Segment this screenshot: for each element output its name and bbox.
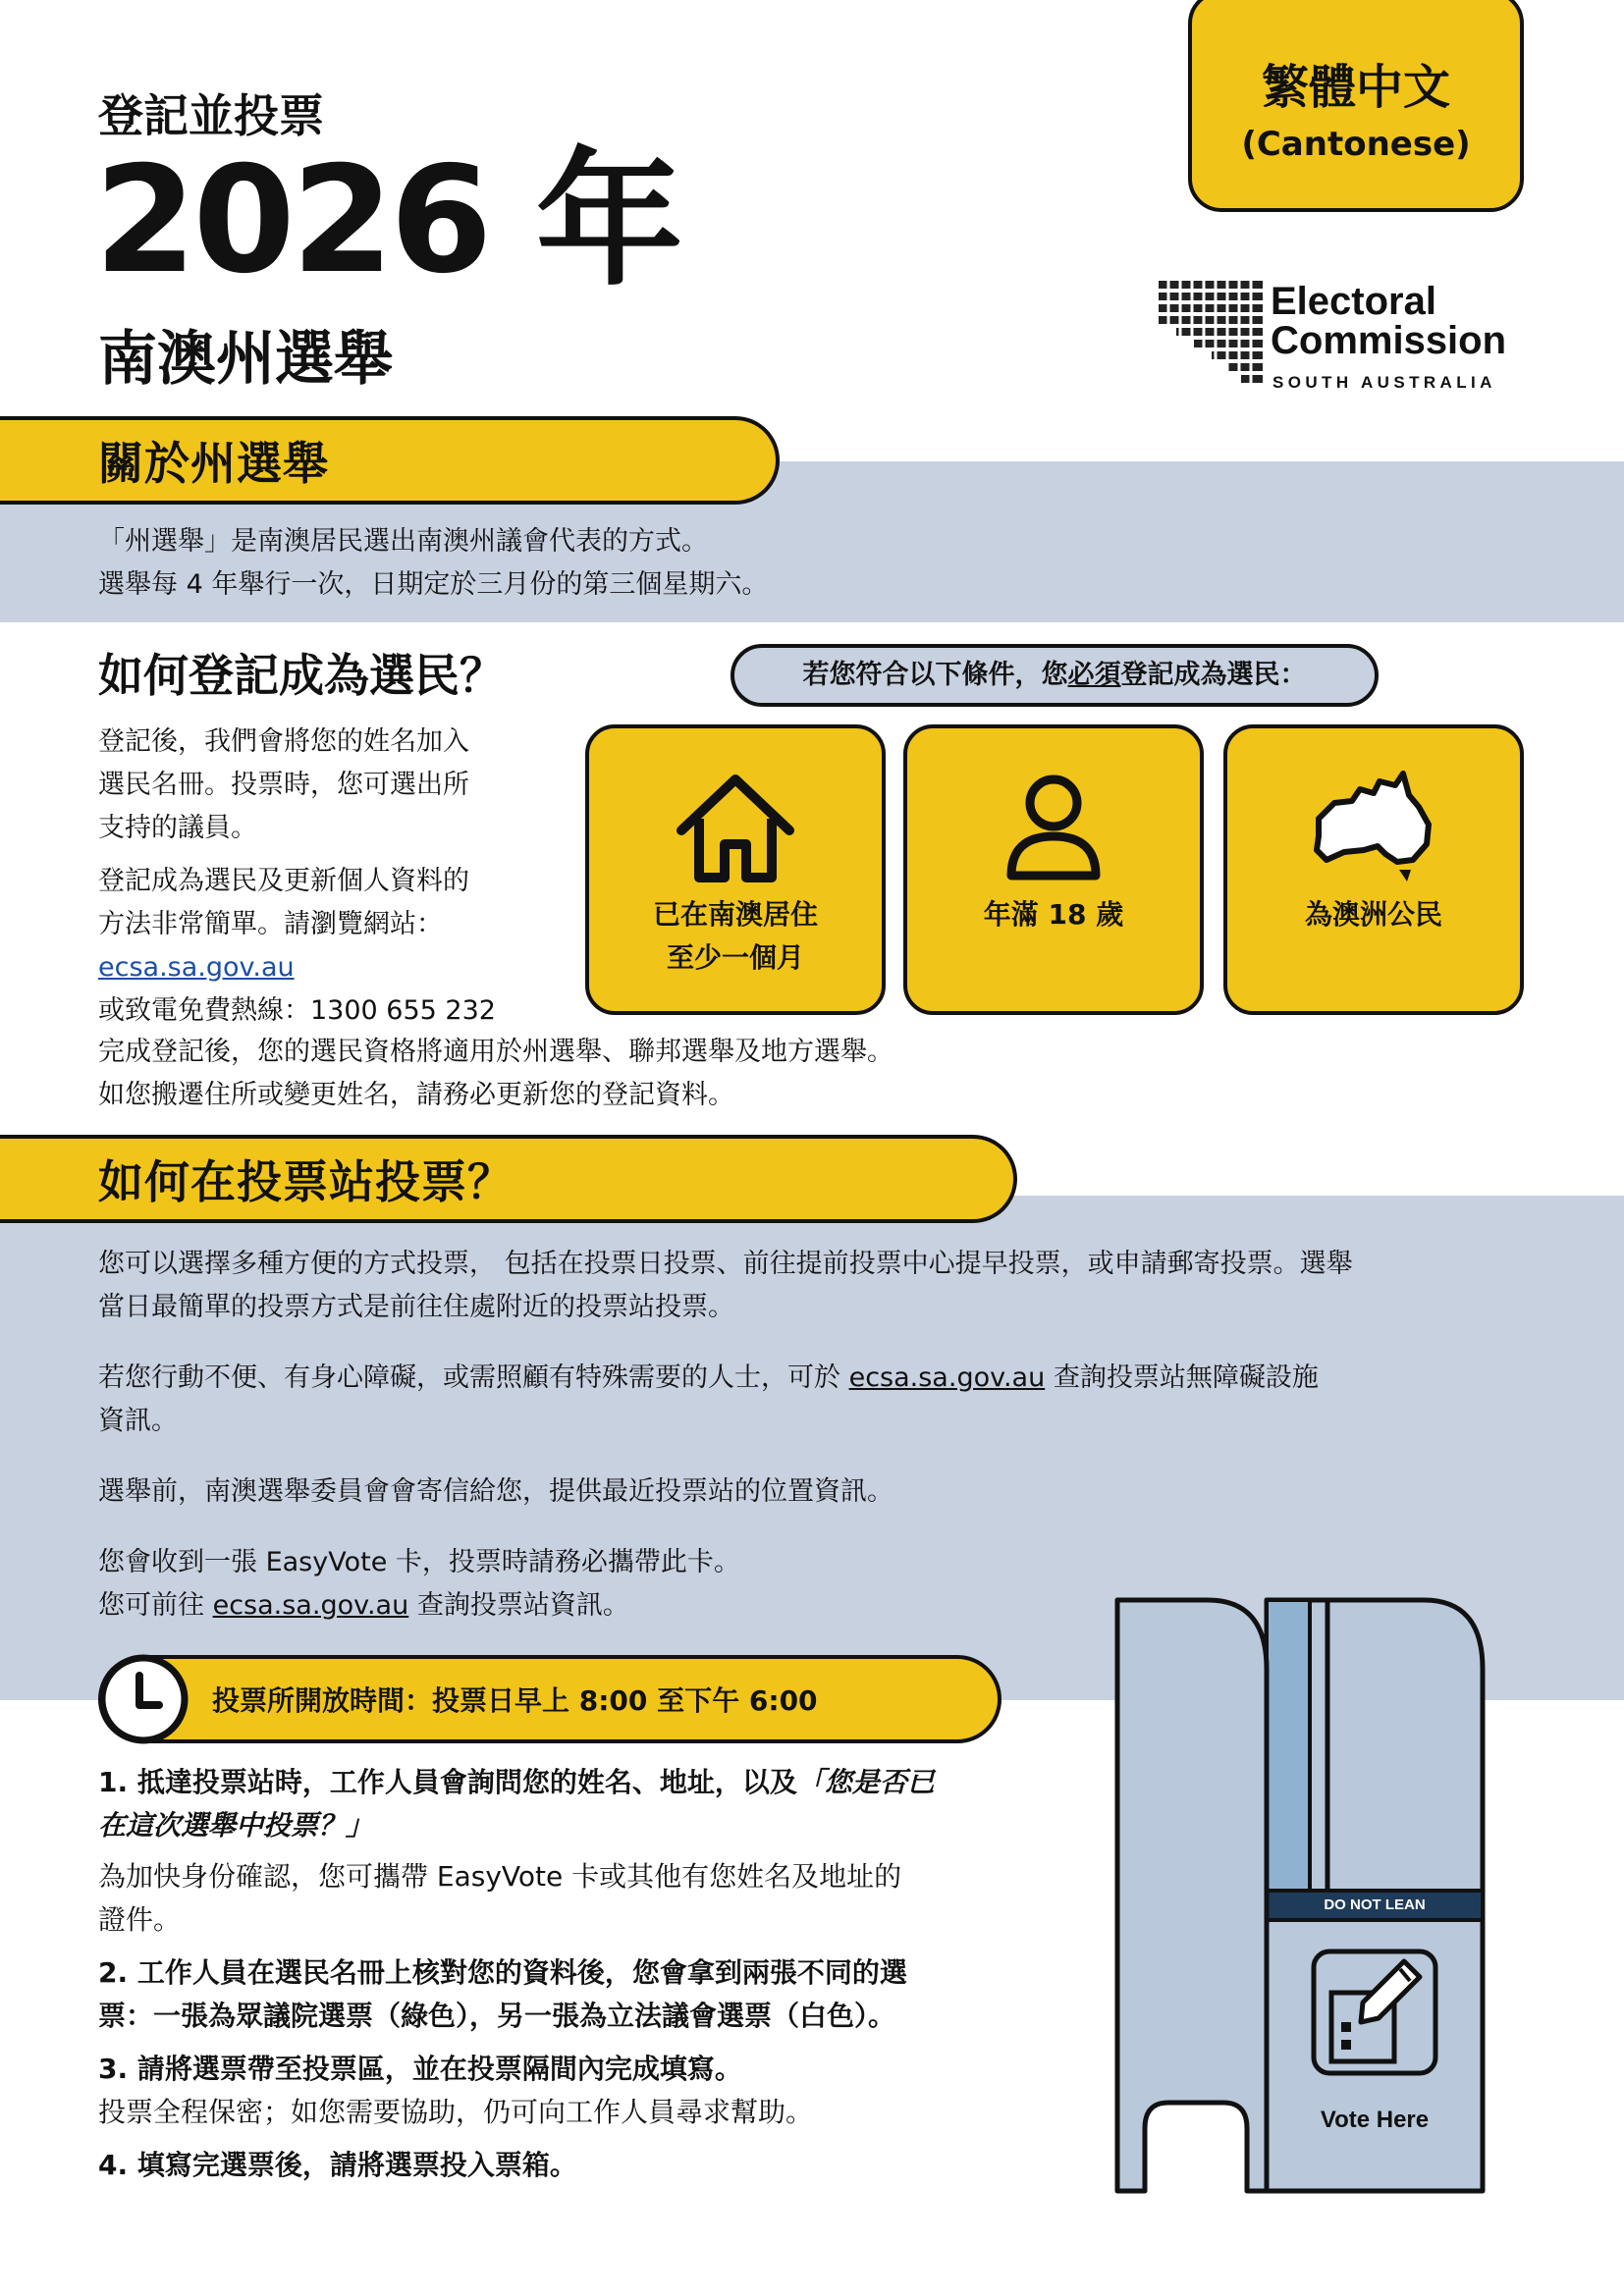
voting-heading-pill	[0, 1135, 1017, 1223]
step-1-line-2	[98, 1804, 1021, 1847]
step-1-b: 「您是否已	[796, 1766, 935, 1798]
step-2-line-2: 票：一張為眾議院選票（綠色），另一張為立法議會選票（白色）。	[98, 2000, 896, 2032]
criteria-label-residence	[589, 893, 882, 980]
steps-list	[98, 1761, 1021, 2187]
voting-booth-illustration	[1110, 1590, 1502, 2199]
voting-p2-line-1	[98, 1357, 1532, 1400]
criteria-citizen-line-1: 為澳洲公民	[1304, 898, 1442, 931]
criteria-pre: 若您符合以下條件，您	[802, 660, 1068, 690]
voting-p2-line-2: 資訊。	[98, 1406, 178, 1436]
voting-p4-link[interactable]: ecsa.sa.gov.au	[212, 1590, 409, 1621]
hours-pill	[98, 1655, 1001, 1743]
register-hotline: 或致電免費熱線：1300 655 232	[98, 995, 496, 1026]
criteria-residence-line-1: 已在南澳居住	[652, 898, 818, 931]
logo-line-1: Electoral	[1271, 280, 1436, 323]
election-title: 南澳州選舉	[98, 325, 393, 394]
logo-mark-icon	[1159, 281, 1263, 391]
step-1-line-3: 為加快身份確認，您可攜帶 EasyVote 卡或其他有您姓名及地址的	[98, 1860, 902, 1893]
register-after-line-2: 如您搬遷住所或變更姓名，請務必更新您的登記資料。	[98, 1080, 734, 1110]
about-heading: 關於州選舉	[98, 437, 329, 490]
australia-map-icon	[1305, 768, 1442, 885]
voting-p2-link[interactable]: ecsa.sa.gov.au	[848, 1362, 1046, 1393]
logo-line-3: SOUTH AUSTRALIA	[1272, 373, 1496, 392]
criteria-pill	[731, 644, 1379, 707]
criteria-card-residence	[585, 724, 886, 1015]
criteria-label-citizen	[1227, 893, 1520, 936]
criteria-label-age	[907, 893, 1200, 936]
register-p1-line-1: 登記後，我們會將您的姓名加入	[98, 726, 469, 757]
voting-p1-line-1: 您可以選擇多種方便的方式投票， 包括在投票日投票、前往提前投票中心提早投票，或申請郵寄投票。選舉	[98, 1249, 1353, 1279]
step-3-line-1: 3. 請將選票帶至投票區，並在投票隔間內完成填寫。	[98, 2053, 742, 2085]
subtitle: 登記並投票	[98, 89, 324, 142]
step-3-line-2: 投票全程保密；如您需要協助，仍可向工作人員尋求幫助。	[98, 2096, 814, 2128]
booth-warning-text: DO NOT LEAN	[1324, 1896, 1426, 1913]
criteria-card-age	[903, 724, 1204, 1015]
year-title: 2026 年	[94, 135, 679, 306]
hours-text: 投票所開放時間：投票日早上 8:00 至下午 6:00	[212, 1684, 818, 1717]
step-1-line-1	[98, 1761, 1021, 1804]
register-p1-line-2: 選民名冊。投票時，您可選出所	[98, 770, 469, 800]
voting-p4-pre: 您可前往	[98, 1590, 213, 1621]
register-text	[98, 721, 560, 1033]
criteria-must: 必須	[1067, 660, 1121, 690]
language-label: 繁體中文	[1261, 60, 1450, 115]
voting-p4-line-1: 您會收到一張 EasyVote 卡，投票時請務必攜帶此卡。	[98, 1547, 740, 1577]
house-icon	[672, 768, 799, 885]
language-variant: (Cantonese)	[1241, 125, 1471, 164]
criteria-post: 登記成為選民：	[1120, 660, 1307, 690]
voting-p1-line-2: 當日最簡單的投票方式是前往住處附近的投票站投票。	[98, 1292, 734, 1322]
step-1-line-4: 證件。	[98, 1903, 182, 1936]
about-heading-pill	[0, 416, 780, 505]
register-website-link[interactable]: ecsa.sa.gov.au	[98, 952, 295, 983]
register-p2-line-1: 登記成為選民及更新個人資料的	[98, 866, 469, 896]
register-after-line-1: 完成登記後，您的選民資格將適用於州選舉、聯邦選舉及地方選舉。	[98, 1037, 893, 1067]
voting-heading: 如何在投票站投票？	[98, 1155, 514, 1208]
step-1-c: 在這次選舉中投票？」	[98, 1809, 374, 1842]
voting-p4-post: 查詢投票站資訊。	[408, 1590, 629, 1621]
register-after-text	[98, 1031, 893, 1117]
about-text	[98, 520, 768, 607]
logo-line-2: Commission	[1271, 319, 1507, 362]
language-badge	[1188, 0, 1524, 212]
step-1-a: 1. 抵達投票站時，工作人員會詢問您的姓名、地址，以及	[98, 1766, 797, 1798]
voting-text	[98, 1243, 1532, 1628]
criteria-card-citizen	[1223, 724, 1524, 1015]
voting-p2-pre: 若您行動不便、有身心障礙，或需照顧有特殊需要的人士，可於	[98, 1362, 849, 1393]
step-4-line-1: 4. 填寫完選票後，請將選票投入票箱。	[98, 2149, 577, 2181]
clock-icon	[96, 1652, 190, 1746]
voting-p2-post: 查詢投票站無障礙設施	[1045, 1362, 1319, 1393]
criteria-age-line-1: 年滿 18 歲	[983, 898, 1124, 931]
register-p2-line-2: 方法非常簡單。請瀏覽網站：	[98, 909, 443, 939]
about-line-2: 選舉每 4 年舉行一次，日期定於三月份的第三個星期六。	[98, 569, 769, 600]
criteria-residence-line-2: 至少一個月	[666, 941, 804, 974]
booth-vote-here-label: Vote Here	[1320, 2107, 1430, 2133]
person-icon	[1000, 768, 1108, 885]
step-2-line-1: 2. 工作人員在選民名冊上核對您的資料後，您會拿到兩張不同的選	[98, 1956, 907, 1989]
about-line-1: 「州選舉」是南澳居民選出南澳州議會代表的方式。	[98, 526, 708, 557]
voting-p3: 選舉前，南澳選舉委員會會寄信給您，提供最近投票站的位置資訊。	[98, 1476, 893, 1507]
register-heading: 如何登記成為選民？	[98, 649, 505, 702]
register-p1-line-3: 支持的議員。	[98, 813, 257, 843]
ecsa-logo	[1159, 281, 1532, 395]
